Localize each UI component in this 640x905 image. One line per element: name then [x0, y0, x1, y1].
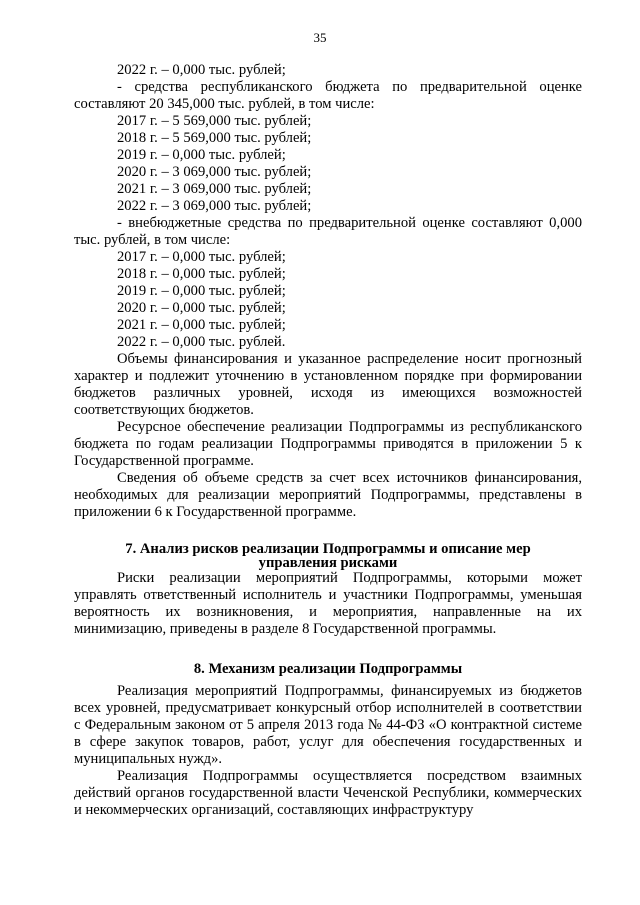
republican-year-2020: 2020 г. – 3 069,000 тыс. рублей;: [117, 164, 312, 180]
page-content: [74, 62, 582, 819]
extrabudget-year-2022: 2022 г. – 0,000 тыс. рублей.: [117, 334, 286, 350]
section-7-text: Риски реализации мероприятий Подпрограммы, которыми может управлять ответственный исполнитель и участники Подпрограммы, уменьшая вероятность их возникновения, и мероприятия, направленные на их минимизацию, приведены в разделе 8 Государственной программы.: [74, 570, 582, 637]
republican-year-2021: 2021 г. – 3 069,000 тыс. рублей;: [117, 181, 312, 197]
republican-year-2018: 2018 г. – 5 569,000 тыс. рублей;: [117, 130, 312, 146]
republican-year-2022: 2022 г. – 3 069,000 тыс. рублей;: [117, 198, 312, 214]
paragraph-financing-forecast: Объемы финансирования и указанное распределение носит прогнозный характер и подлежит уточнению в установленном порядке при формировании бюджетов различных уровней, исходя из имеющихся возможностей соответствующих бюджетов.: [74, 351, 582, 418]
republican-budget-intro: [74, 79, 582, 113]
extrabudget-year-2020: 2020 г. – 0,000 тыс. рублей;: [117, 300, 286, 316]
extrabudget-year-2018: 2018 г. – 0,000 тыс. рублей;: [117, 266, 286, 282]
republican-year-2019: 2019 г. – 0,000 тыс. рублей;: [117, 147, 286, 163]
section-8-text2: Реализация Подпрограммы осуществляется посредством взаимных действий органов государственной власти Чеченской Республики, коммерческих и некоммерческих организаций, составляющих инфраструктуру: [74, 768, 582, 818]
extrabudget-year-2019: 2019 г. – 0,000 тыс. рублей;: [117, 283, 286, 299]
text-line: составляют 20 345,000 тыс. рублей, в том числе:: [74, 96, 375, 112]
paragraph-funding-sources: Сведения об объеме средств за счет всех источников финансирования, необходимых для реализации мероприятий Подпрограммы, представлены в приложении 6 к Государственной программе.: [74, 470, 582, 520]
republican-year-2017: 2017 г. – 5 569,000 тыс. рублей;: [117, 113, 312, 129]
section-8-text1: Реализация мероприятий Подпрограммы, финансируемых из бюджетов всех уровней, предусматривает конкурсный отбор исполнителей в соответствии с Федеральным законом от 5 апреля 2013 года № 44-ФЗ «О контрактной системе в сфере закупок товаров, работ, услуг для обеспечения государственных и муниципальных нужд».: [74, 683, 582, 767]
section-7-title-line1: 7. Анализ рисков реализации Подпрограммы и описание мер: [125, 541, 531, 557]
extrabudget-intro: - внебюджетные средства по предварительной оценке составляют 0,000 тыс. рублей, в том числе:: [74, 215, 582, 248]
extrabudget-year-2017: 2017 г. – 0,000 тыс. рублей;: [117, 249, 286, 265]
extrabudget-year-2021: 2021 г. – 0,000 тыс. рублей;: [117, 317, 286, 333]
text-line: - средства республиканского бюджета по предварительной оценке: [117, 79, 582, 95]
section-7-heading: [74, 542, 582, 570]
section-8-heading: 8. Механизм реализации Подпрограммы: [193, 661, 463, 677]
page-number: 35: [313, 30, 327, 45]
text-line: 2022 г. – 0,000 тыс. рублей;: [117, 62, 286, 78]
paragraph-resource-provision: Ресурсное обеспечение реализации Подпрограммы из республиканского бюджета по годам реализации Подпрограммы приводятся в приложении 5 к Государственной программе.: [74, 419, 582, 469]
section-7-title-line2: управления рисками: [258, 555, 398, 571]
